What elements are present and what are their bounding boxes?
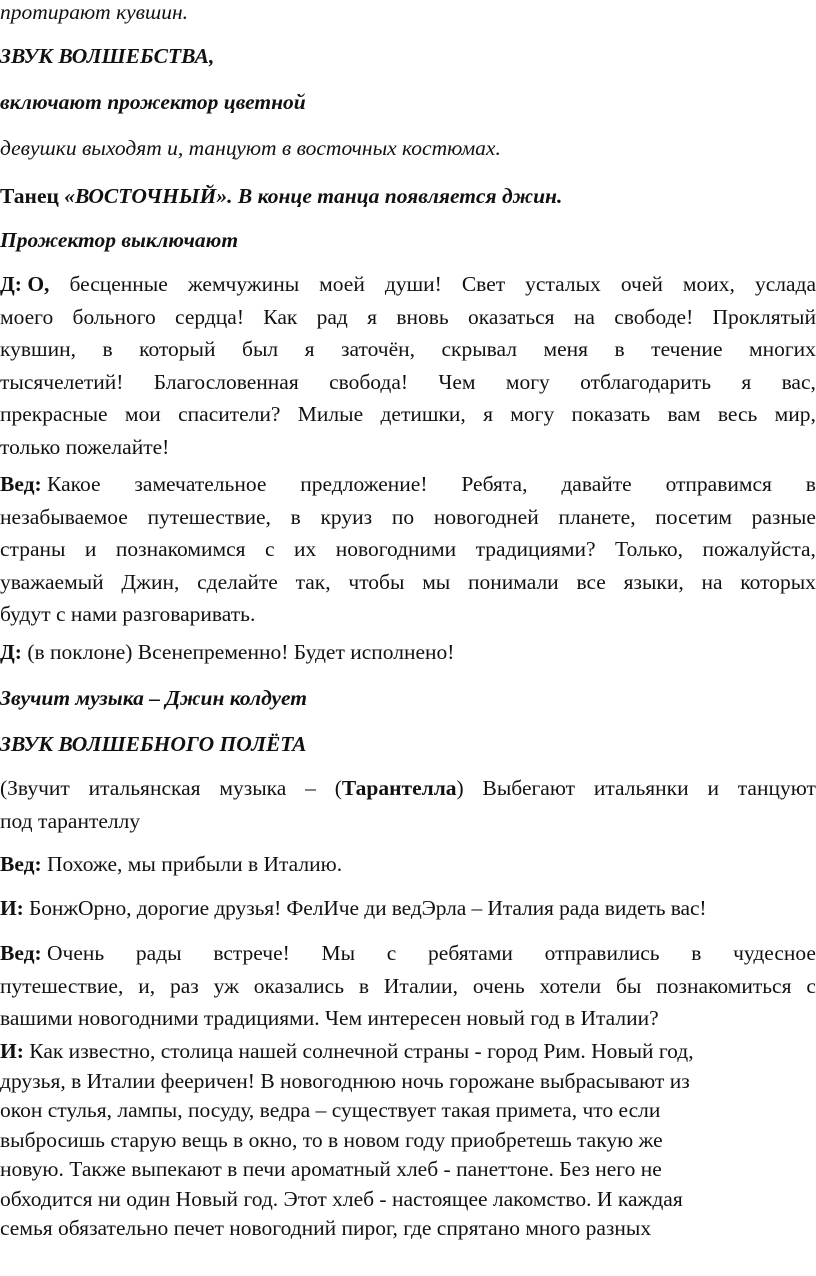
text-line: кувшин, в который был я заточён, скрывал меня в течение многих bbox=[0, 337, 816, 361]
dance-title: «ВОСТОЧНЫЙ». В конце танца появляется джин. bbox=[64, 184, 563, 208]
text-line: вашими новогодними традициями. Чем интересен новый год в Италии? bbox=[0, 1006, 659, 1030]
speaker-label: Д: О, bbox=[0, 272, 50, 296]
host-speech-3 bbox=[0, 937, 816, 1035]
text-line: И: Как известно, столица нашей солнечной страны - город Рим. Новый год, bbox=[0, 1039, 694, 1063]
text-line: семья обязательно печет новогодний пирог, где спрятано много разных bbox=[0, 1216, 652, 1240]
italian-speech-1: И: БонжОрно, дорогие друзья! ФелИче ди ведЭрла – Италия рада видеть вас! bbox=[0, 896, 707, 920]
italy-intro bbox=[0, 772, 816, 837]
text-line: выбросишь старую вещь в окно, то в новом году приобретешь такую же bbox=[0, 1127, 663, 1152]
jinn-speech-1 bbox=[0, 268, 816, 463]
text-line: Д: О, бесценные жемчужины моей души! Свет усталых очей моих, услада bbox=[0, 268, 816, 301]
sound-cue-flight: ЗВУК ВОЛШЕБНОГО ПОЛЁТА bbox=[0, 732, 307, 756]
text-line: моего больного сердца! Как рад я вновь оказаться на свободе! Проклятый bbox=[0, 304, 816, 329]
host-speech-2: Вед: Похоже, мы прибыли в Италию. bbox=[0, 852, 343, 876]
text-line: Вед: Какое замечательное предложение! Ребята, давайте отправимся в bbox=[0, 472, 816, 496]
italian-speech-2 bbox=[0, 1037, 816, 1244]
text-line: прекрасные мои спасители? Милые детишки, я могу показать вам весь мир, bbox=[0, 402, 816, 426]
speaker-label: И: bbox=[0, 896, 24, 920]
text-line: под тарантеллу bbox=[0, 808, 141, 833]
host-speech-1 bbox=[0, 468, 816, 631]
speaker-label: Вед: bbox=[0, 472, 42, 496]
stage-direction-spotlight-off: Прожектор выключают bbox=[0, 228, 239, 252]
text-line: тысячелетий! Благословенная свобода! Чем могу отблагодарить я вас, bbox=[0, 369, 816, 394]
stage-direction-line: протирают кувшин. bbox=[0, 0, 189, 24]
speaker-label: Д: bbox=[0, 640, 22, 664]
text-line: Вед: Очень рады встрече! Мы с ребятами отправились в чудесное bbox=[0, 941, 816, 965]
dance-name-tarantella: Тарантелла bbox=[341, 776, 457, 800]
text-line: обходится ни один Новый год. Этот хлеб - настоящее лакомство. И каждая bbox=[0, 1186, 683, 1211]
speaker-label: Вед: bbox=[0, 852, 42, 876]
text-line: окон стулья, лампы, посуду, ведра – существует такая примета, что если bbox=[0, 1098, 661, 1122]
speaker-label: И: bbox=[0, 1039, 24, 1063]
dance-oriental-line bbox=[0, 180, 816, 213]
text-line: друзья, в Италии фееричен! В новогоднюю ночь горожане выбрасывают из bbox=[0, 1068, 690, 1093]
text-line: новую. Также выпекают в печи ароматный хлеб - панеттоне. Без него не bbox=[0, 1157, 662, 1181]
dance-label: Танец bbox=[0, 184, 65, 208]
text-line: незабываемое путешествие, в круиз по новогодней планете, посетим разные bbox=[0, 504, 816, 529]
text-line: (Звучит итальянская музыка – (Тарантелла) Выбегают итальянки и танцуют bbox=[0, 776, 816, 800]
text-line: будут с нами разговаривать. bbox=[0, 602, 256, 626]
jinn-speech-2: Д: (в поклоне) Всенепременно! Будет исполнено! bbox=[0, 640, 455, 664]
stage-direction-girls: девушки выходят и, танцуют в восточных костюмах. bbox=[0, 136, 501, 160]
text-line: только пожелайте! bbox=[0, 434, 170, 459]
stage-direction-spotlight: включают прожектор цветной bbox=[0, 90, 306, 114]
text-line: страны и познакомимся с их новогодними традициями? Только, пожалуйста, bbox=[0, 537, 816, 561]
text-line: уважаемый Джин, сделайте так, чтобы мы понимали все языки, на которых bbox=[0, 569, 816, 594]
stage-direction-music: Звучит музыка – Джин колдует bbox=[0, 686, 307, 710]
speaker-label: Вед: bbox=[0, 941, 42, 965]
text-line: путешествие, и, раз уж оказались в Италии, очень хотели бы познакомиться с bbox=[0, 973, 816, 998]
sound-cue-magic: ЗВУК ВОЛШЕБСТВА, bbox=[0, 44, 215, 68]
